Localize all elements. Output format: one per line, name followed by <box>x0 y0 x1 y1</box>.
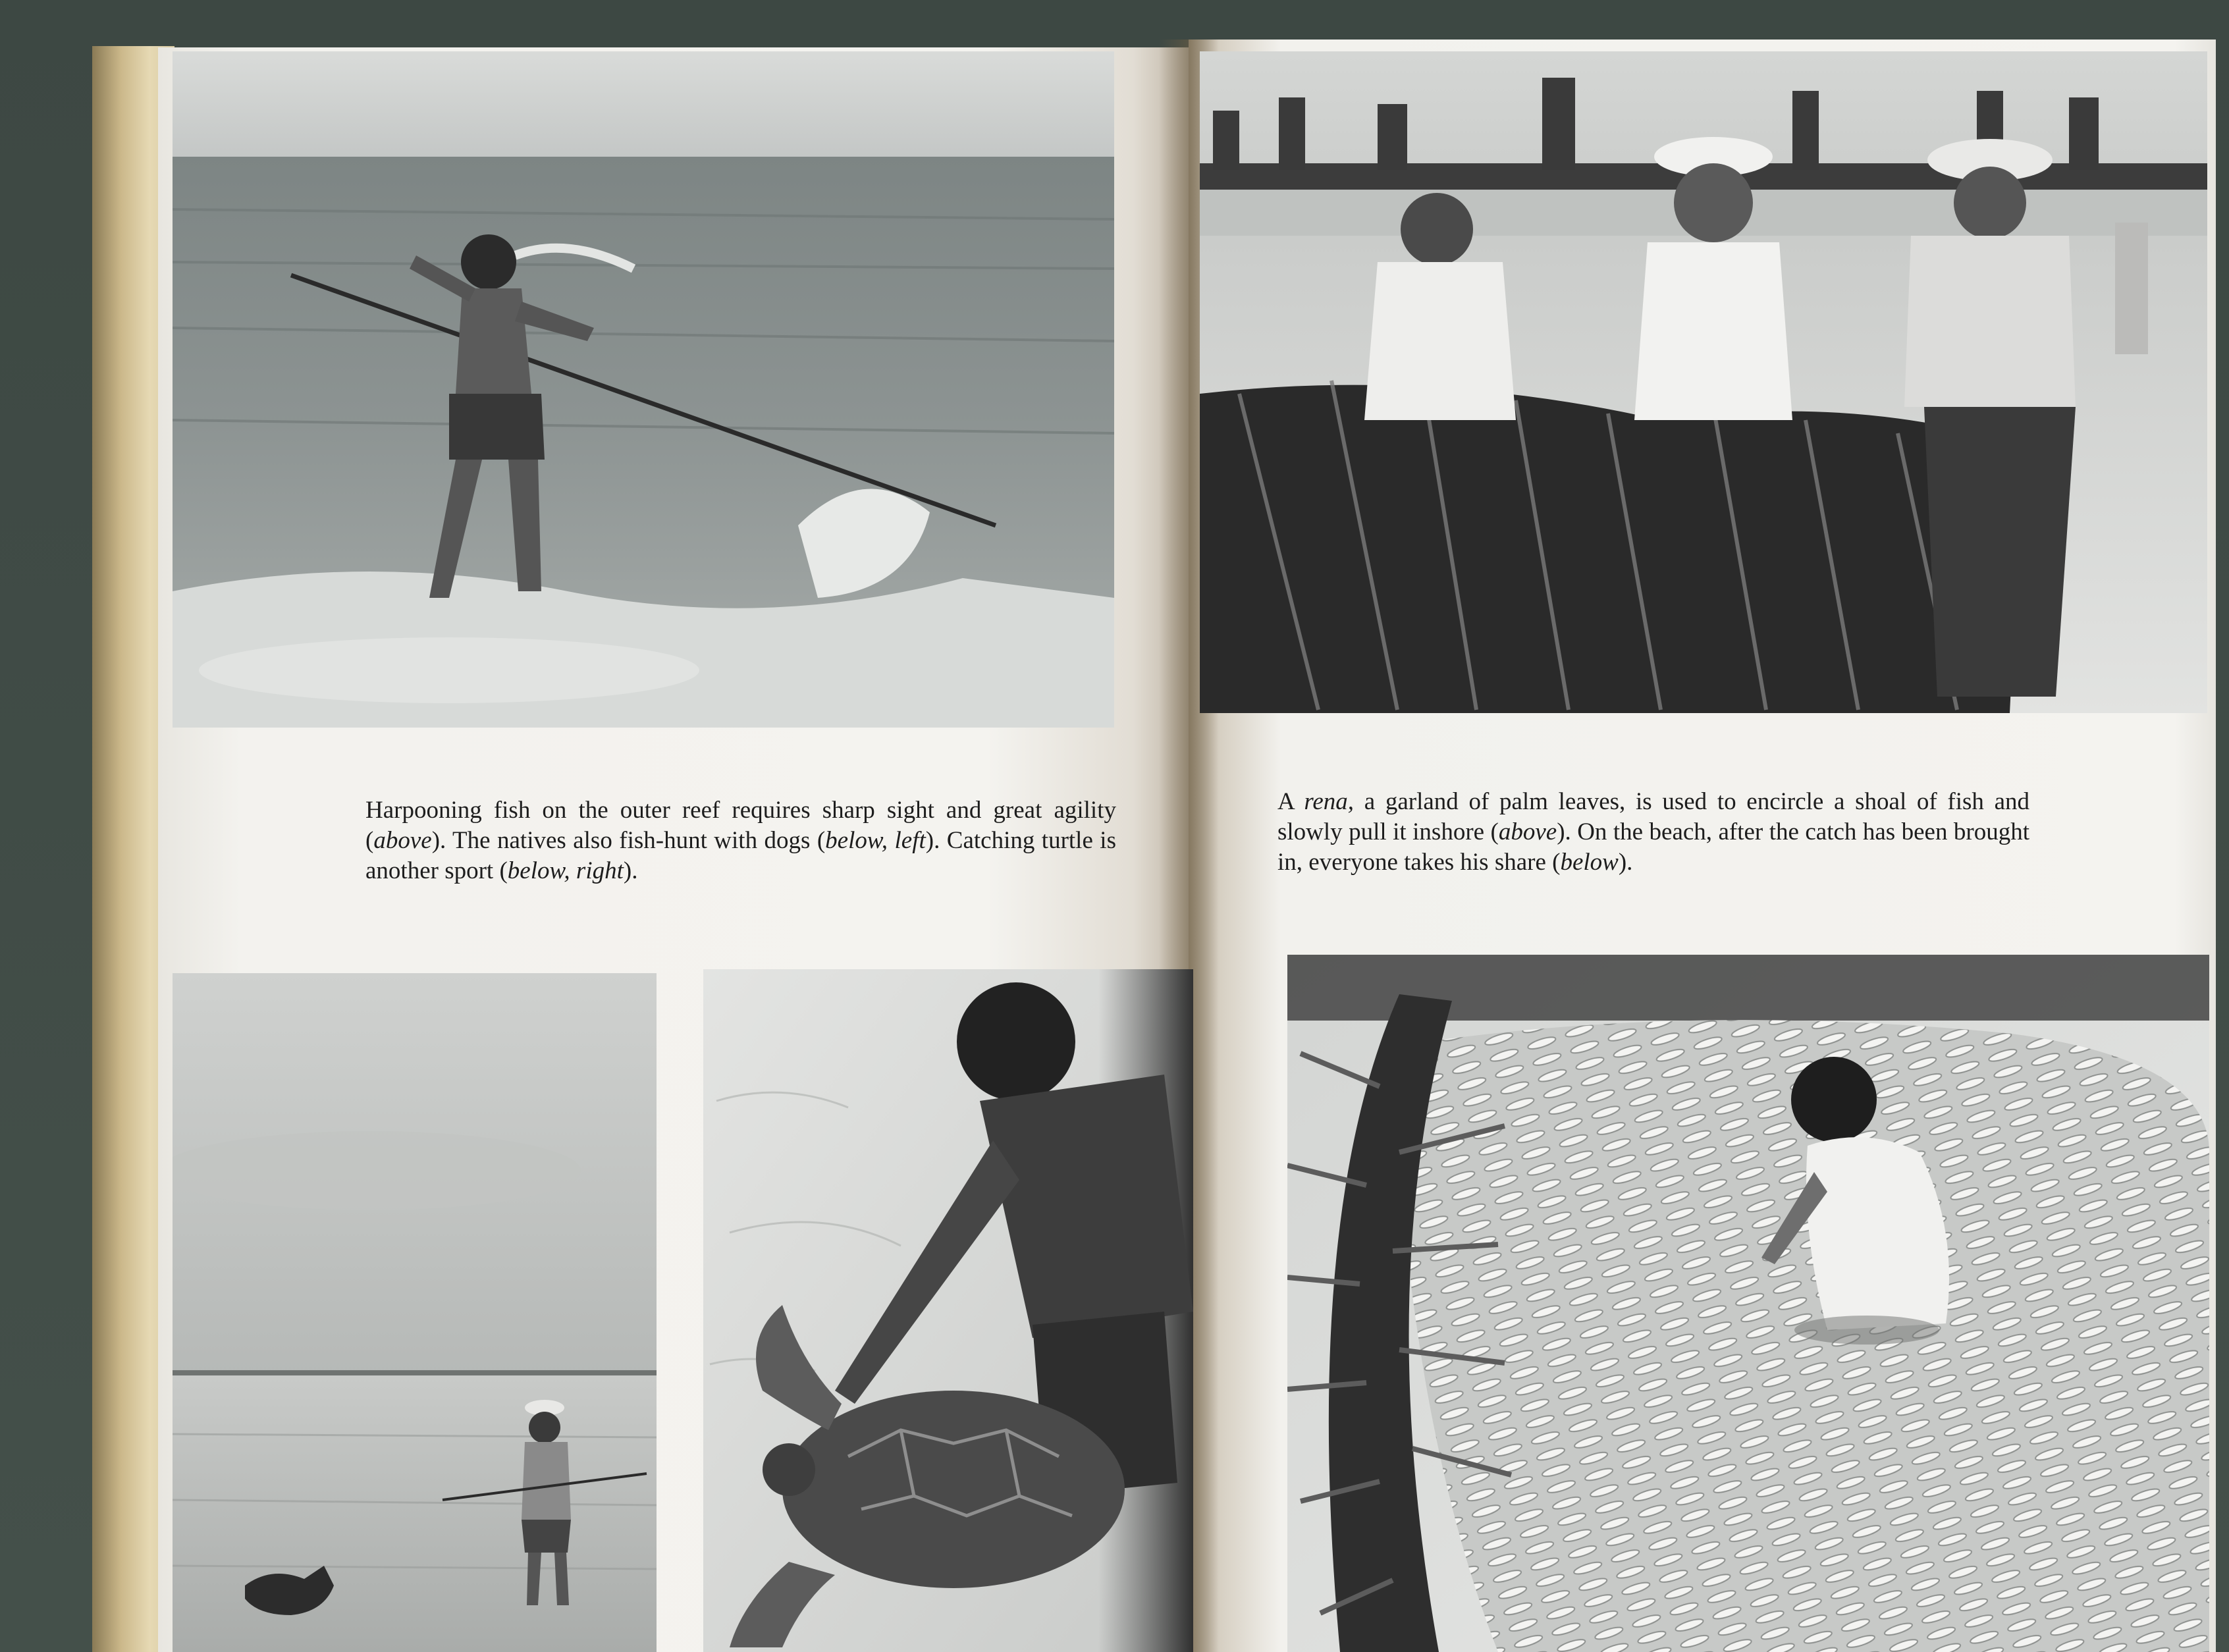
photo-harpooning-fish <box>173 51 1114 728</box>
caption-left-text-1: Harpooning fish on the outer reef requires sharp sight and great agility ( <box>365 797 1116 854</box>
caption-left-text-3: ). Catching turtle is another sport ( <box>365 827 1116 884</box>
caption-right-text-4: ). <box>1618 849 1633 876</box>
caption-right-text-3: ). On the beach, after the catch has been brought in, everyone takes his share ( <box>1277 818 2029 876</box>
photo-catching-turtle <box>703 969 1193 1652</box>
caption-left-ref-above: above <box>373 827 432 854</box>
caption-right-page <box>1277 787 2029 878</box>
caption-right-text-2: a garland of palm leaves, is used to encircle a shoal of fish and slowly pull it inshore ( <box>1277 788 2029 845</box>
caption-right-term-rena: rena, <box>1304 788 1355 815</box>
photo-fishing-with-dog <box>173 973 657 1652</box>
caption-left-ref-below-right: below, right <box>507 857 624 884</box>
caption-left-page <box>365 795 1116 886</box>
caption-right-ref-below: below <box>1560 849 1619 876</box>
photo-catch-on-beach <box>1287 955 2209 1652</box>
caption-left-text-2: ). The natives also fish-hunt with dogs ( <box>431 827 826 854</box>
caption-left-text-4: ). <box>623 857 638 884</box>
caption-right-text-1: A <box>1277 788 1304 815</box>
caption-right-ref-above: above <box>1498 818 1557 845</box>
photo-rena-palm-garland <box>1200 51 2207 713</box>
caption-left-ref-below-left: below, left <box>825 827 926 854</box>
